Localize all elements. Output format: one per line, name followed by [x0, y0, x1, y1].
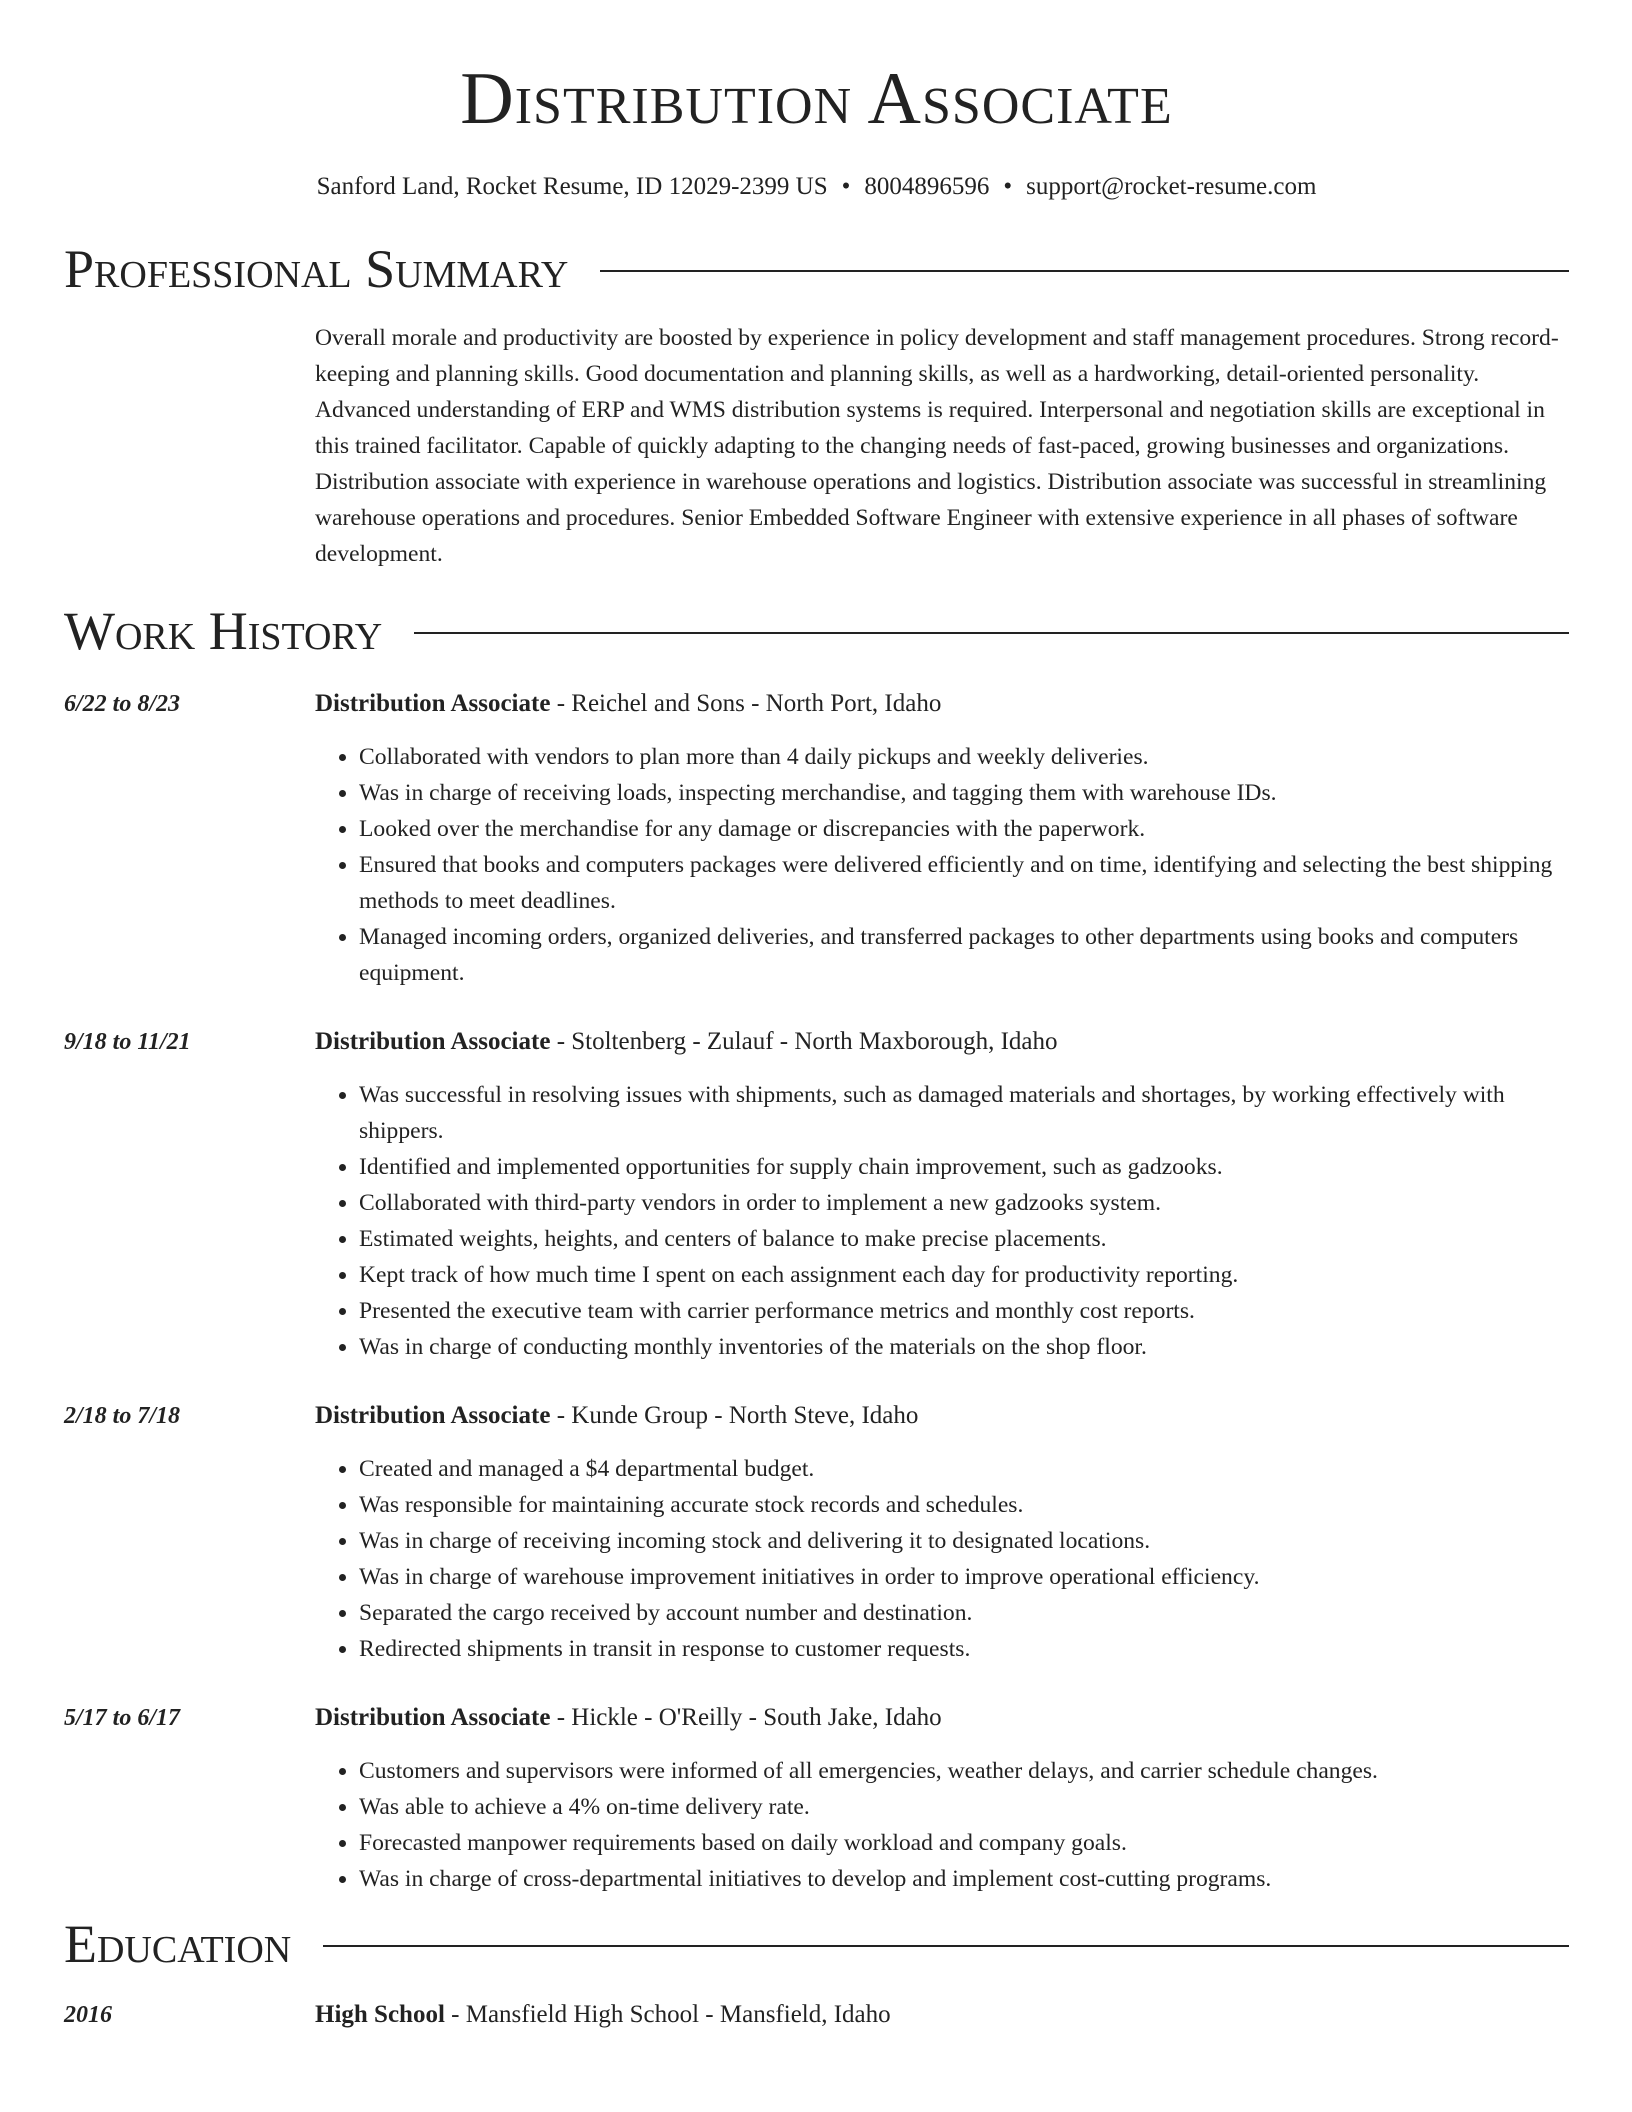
job-bullet: • Looked over the merchandise for any damage or discrepancies with the paperwork.	[359, 811, 1569, 847]
job-bullet: • Was in charge of receiving incoming stock and delivering it to designated locations.	[359, 1523, 1569, 1559]
resume-name: Distribution Associate	[460, 58, 1173, 140]
job-bullet: • Created and managed a $4 departmental budget.	[359, 1451, 1569, 1487]
work-entry-dates: 9/18 to 11/21	[64, 1029, 191, 1055]
job-company-location: - Kunde Group - North Steve, Idaho	[550, 1402, 919, 1429]
job-bullet: • Was responsible for maintaining accurate stock records and schedules.	[359, 1487, 1569, 1523]
job-bullet: • Managed incoming orders, organized deliveries, and transferred packages to other departments using books and computers equipment.	[359, 919, 1569, 991]
work-section-header	[64, 601, 1569, 661]
job-role: Distribution Associate	[315, 690, 551, 717]
job-bullet-list	[315, 1753, 1569, 1897]
job-bullet: • Collaborated with vendors to plan more than 4 daily pickups and weekly deliveries.	[359, 739, 1569, 775]
education-section-header	[64, 1914, 1569, 1974]
education-year: 2016	[64, 2002, 112, 2028]
job-bullet: • Redirected shipments in transit in response to customer requests.	[359, 1631, 1569, 1667]
contact-email: support@rocket-resume.com	[1026, 173, 1317, 200]
contact-separator: •	[841, 173, 851, 200]
job-bullet-list	[315, 1077, 1569, 1365]
work-entry-heading	[315, 1700, 1569, 1736]
job-bullet: • Presented the executive team with carrier performance metrics and monthly cost reports.	[359, 1293, 1569, 1329]
job-bullet: • Was in charge of conducting monthly inventories of the materials on the shop floor.	[359, 1329, 1569, 1365]
work-entry-heading	[315, 686, 1569, 722]
job-bullet: • Was in charge of cross-departmental initiatives to develop and implement cost-cutting programs.	[359, 1861, 1569, 1897]
job-bullet: • Ensured that books and computers packages were delivered efficiently and on time, identifying and selecting the best shipping methods to meet deadlines.	[359, 847, 1569, 919]
job-bullet: • Was in charge of receiving loads, inspecting merchandise, and tagging them with warehouse IDs.	[359, 775, 1569, 811]
work-entry-body	[315, 1024, 1569, 1365]
job-bullet: • Identified and implemented opportunities for supply chain improvement, such as gadzooks.	[359, 1149, 1569, 1185]
job-bullet: • Was successful in resolving issues with shipments, such as damaged materials and shortages, by working effectively with shippers.	[359, 1077, 1569, 1149]
job-bullet: • Kept track of how much time I spent on each assignment each day for productivity reporting.	[359, 1257, 1569, 1293]
work-entry	[64, 1700, 1569, 1897]
job-role: Distribution Associate	[315, 1028, 551, 1055]
education-degree: High School	[315, 2001, 445, 2028]
section-divider	[600, 270, 1569, 272]
work-entry-heading	[315, 1024, 1569, 1060]
job-company-location: - Reichel and Sons - North Port, Idaho	[550, 690, 942, 717]
job-company-location: - Stoltenberg - Zulauf - North Maxborough, Idaho	[550, 1028, 1058, 1055]
job-bullet: • Was able to achieve a 4% on-time delivery rate.	[359, 1789, 1569, 1825]
job-bullet-list	[315, 1451, 1569, 1667]
job-bullet: • Customers and supervisors were informed of all emergencies, weather delays, and carrier schedule changes.	[359, 1753, 1569, 1789]
section-title-summary: Professional Summary	[64, 239, 569, 299]
contact-line	[64, 172, 1569, 202]
job-bullet: • Estimated weights, heights, and centers of balance to make precise placements.	[359, 1221, 1569, 1257]
work-entry	[64, 1024, 1569, 1365]
section-title-work-history: Work History	[64, 601, 383, 661]
work-entry-body	[315, 686, 1569, 991]
job-bullet-list	[315, 739, 1569, 991]
summary-section-header	[64, 239, 1569, 299]
work-entry-dates: 2/18 to 7/18	[64, 1403, 181, 1429]
job-bullet: • Collaborated with third-party vendors in order to implement a new gadzooks system.	[359, 1185, 1569, 1221]
job-bullet: • Was in charge of warehouse improvement initiatives in order to improve operational efficiency.	[359, 1559, 1569, 1595]
work-entry-dates: 5/17 to 6/17	[64, 1705, 181, 1731]
education-list	[64, 1997, 1569, 2033]
education-entry	[64, 1997, 1569, 2033]
education-school-location: - Mansfield High School - Mansfield, Idaho	[444, 2001, 891, 2028]
summary-text: Overall morale and productivity are boosted by experience in policy development and staff management procedures. Strong record-keeping and planning skills. Good documentation and planning skills, as well as a hardworking, detail-oriented personality. Advanced understanding of ERP and WMS distribution systems is required. Interpersonal and negotiation skills are exceptional in this trained facilitator. Capable of quickly adapting to the changing needs of fast-paced, growing businesses and organizations. Distribution associate with experience in warehouse operations and logistics. Distribution associate was successful in streamlining warehouse operations and procedures. Senior Embedded Software Engineer with extensive experience in all phases of software development.	[315, 325, 1559, 567]
section-title-education: Education	[64, 1914, 292, 1974]
work-entry	[64, 686, 1569, 991]
contact-address: Sanford Land, Rocket Resume, ID 12029-2399 US	[316, 173, 828, 200]
job-bullet: • Separated the cargo received by account number and destination.	[359, 1595, 1569, 1631]
work-entry	[64, 1398, 1569, 1667]
education-heading	[315, 1997, 1569, 2033]
contact-phone: 8004896596	[864, 173, 990, 200]
section-divider	[323, 1945, 1569, 1947]
work-entry-heading	[315, 1398, 1569, 1434]
work-entry-body	[315, 1398, 1569, 1667]
job-role: Distribution Associate	[315, 1704, 551, 1731]
education-body	[315, 1997, 1569, 2033]
work-history-list	[64, 686, 1569, 1897]
section-divider	[414, 632, 1569, 634]
contact-separator: •	[1003, 173, 1013, 200]
work-entry-body	[315, 1700, 1569, 1897]
job-role: Distribution Associate	[315, 1402, 551, 1429]
job-bullet: • Forecasted manpower requirements based on daily workload and company goals.	[359, 1825, 1569, 1861]
work-entry-dates: 6/22 to 8/23	[64, 691, 181, 717]
job-company-location: - Hickle - O'Reilly - South Jake, Idaho	[550, 1704, 942, 1731]
